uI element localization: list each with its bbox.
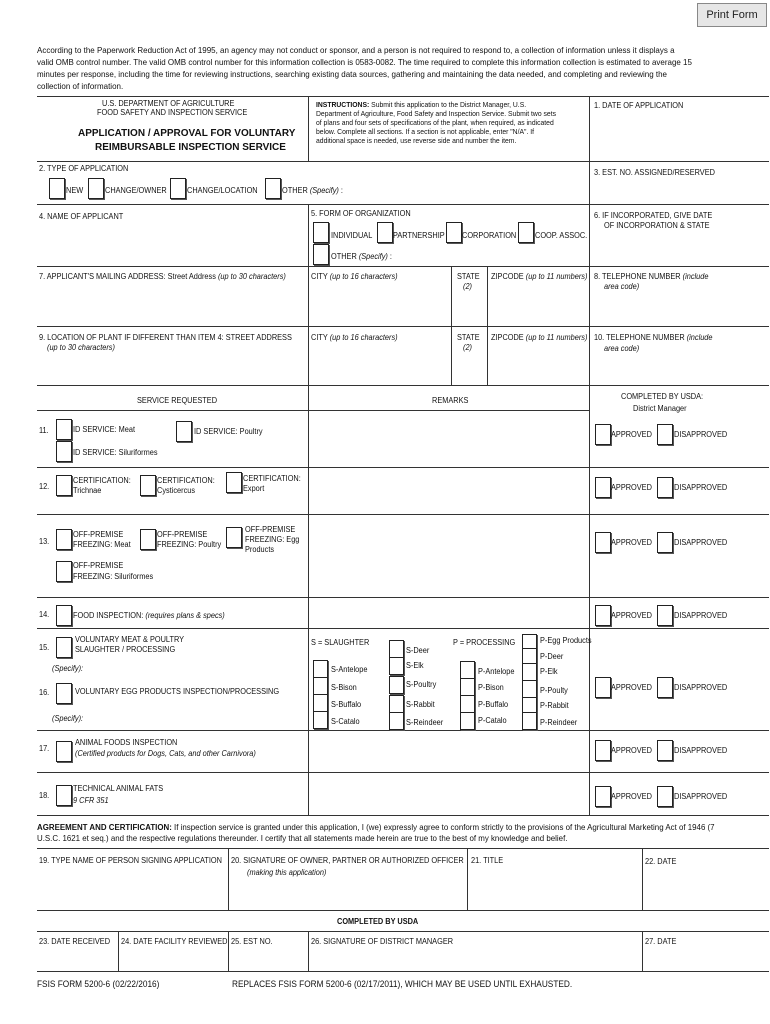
freezing-meat-label-1: OFF-PREMISE	[73, 530, 124, 539]
approved-13-checkbox[interactable]	[595, 532, 611, 553]
plant-location-label: 9. LOCATION OF PLANT IF DIFFERENT THAN ITEM 4: STREET ADDRESS	[39, 333, 292, 342]
mailing-zip-hint: (up to 11 numbers)	[525, 272, 588, 281]
s-antelope-checkbox[interactable]	[313, 660, 328, 678]
other-type-checkbox[interactable]	[265, 178, 281, 199]
s-catalo-label: S-Catalo	[331, 717, 360, 726]
other-type-text: OTHER	[282, 186, 308, 195]
service-requested-header: SERVICE REQUESTED	[137, 396, 218, 405]
mailing-city-label	[311, 272, 398, 282]
p-antelope-checkbox[interactable]	[460, 661, 475, 679]
p-bison-checkbox[interactable]	[460, 678, 475, 696]
dept-name: U.S. DEPARTMENT OF AGRICULTURE	[102, 99, 235, 108]
mailing-phone-text: 8. TELEPHONE NUMBER	[594, 272, 681, 281]
date-of-application-label: 1. DATE OF APPLICATION	[594, 101, 684, 110]
print-form-button[interactable]: Print Form	[697, 3, 767, 27]
p-elk-label: P-Elk	[540, 667, 558, 676]
agency-name: FOOD SAFETY AND INSPECTION SERVICE	[97, 108, 248, 117]
signature-owner-hint: (making this application)	[247, 868, 327, 877]
change-owner-label: CHANGE/OWNER	[105, 186, 167, 195]
id-poultry-checkbox[interactable]	[176, 421, 192, 442]
s-reindeer-label: S-Reindeer	[406, 718, 444, 727]
other-type-colon: :	[340, 186, 343, 195]
food-inspection-hint: (requires plans & specs)	[145, 611, 225, 620]
plant-phone-hint: (include	[686, 333, 713, 342]
signature-date-label: 22. DATE	[645, 857, 677, 866]
form-title-line2: REIMBURSABLE INSPECTION SERVICE	[95, 142, 286, 153]
partnership-checkbox[interactable]	[377, 222, 393, 243]
incorporated-label-1: 6. IF INCORPORATED, GIVE DATE	[594, 211, 713, 220]
approved-17-checkbox[interactable]	[595, 740, 611, 761]
coop-label: COOP. ASSOC.	[535, 231, 588, 240]
disapproved-11-checkbox[interactable]	[657, 424, 673, 445]
processing-header: P = PROCESSING	[453, 638, 516, 647]
p-elk-checkbox[interactable]	[522, 663, 537, 681]
freezing-meat-label-2: FREEZING: Meat	[73, 540, 131, 549]
p-catalo-label: P-Catalo	[478, 716, 507, 725]
completed-by-usda-label: COMPLETED BY USDA:	[621, 392, 704, 401]
cert-export-checkbox[interactable]	[226, 472, 242, 493]
item-14-number: 14.	[39, 610, 50, 619]
cert-cysticercus-label-2: Cysticercus	[157, 486, 196, 495]
replaces-notice: REPLACES FSIS FORM 5200-6 (02/17/2011), WHICH MAY BE USED UNTIL EXHAUSTED.	[232, 979, 573, 989]
p-antelope-label: P-Antelope	[478, 667, 515, 676]
disapproved-17-checkbox[interactable]	[657, 740, 673, 761]
disapproved-12-label: DISAPPROVED	[674, 483, 728, 492]
slaughter-header: S = SLAUGHTER	[311, 638, 370, 647]
disapproved-15-16-checkbox[interactable]	[657, 677, 673, 698]
cert-cysticercus-label-1: CERTIFICATION:	[157, 476, 215, 485]
plant-city-text: CITY	[311, 333, 328, 342]
freezing-siluriformes-label-1: OFF-PREMISE	[73, 561, 124, 570]
disapproved-12-checkbox[interactable]	[657, 477, 673, 498]
disapproved-18-checkbox[interactable]	[657, 786, 673, 807]
other-org-checkbox[interactable]	[313, 244, 329, 265]
individual-checkbox[interactable]	[313, 222, 329, 243]
freezing-siluriformes-label-2: FREEZING: Siluriformes	[73, 572, 154, 581]
p-deer-label: P-Deer	[540, 652, 564, 661]
food-inspection-label	[73, 611, 225, 621]
plant-state-hint: (2)	[463, 343, 472, 352]
animal-foods-hint: (Certified products for Dogs, Cats, and other Carnivora)	[75, 749, 256, 758]
id-siluriformes-checkbox[interactable]	[56, 441, 72, 462]
freezing-egg-checkbox[interactable]	[226, 527, 242, 548]
technical-fats-checkbox[interactable]	[56, 785, 72, 806]
p-catalo-checkbox[interactable]	[460, 712, 475, 730]
agreement-label: AGREEMENT AND CERTIFICATION:	[37, 822, 172, 832]
p-egg-label: P-Egg Products	[540, 636, 592, 645]
other-org-label	[331, 252, 392, 262]
type-name-label: 19. TYPE NAME OF PERSON SIGNING APPLICATION	[39, 856, 222, 865]
signature-dm-label: 26. SIGNATURE OF DISTRICT MANAGER	[311, 937, 454, 946]
approved-14-checkbox[interactable]	[595, 605, 611, 626]
s-antelope-label: S-Antelope	[331, 665, 368, 674]
food-inspection-checkbox[interactable]	[56, 605, 72, 626]
approved-11-label: APPROVED	[611, 430, 652, 439]
mailing-address-label	[39, 272, 286, 282]
freezing-meat-checkbox[interactable]	[56, 529, 72, 550]
p-rabbit-label: P-Rabbit	[540, 701, 569, 710]
p-reindeer-checkbox[interactable]	[522, 712, 537, 730]
voluntary-meat-label-2: SLAUGHTER / PROCESSING	[75, 645, 176, 654]
other-org-colon: :	[389, 252, 392, 261]
cert-trichnae-checkbox[interactable]	[56, 475, 72, 496]
approved-11-checkbox[interactable]	[595, 424, 611, 445]
coop-checkbox[interactable]	[518, 222, 534, 243]
partnership-label: PARTNERSHIP	[393, 231, 445, 240]
instructions-text: Submit this application to the District Manager, U.S. Department of Agriculture, Food Safety and Inspection Service. Submit two sets of plans and four sets of specifications of the plant, when required, as indicated below. Complete all sections. If a section is not applicable, enter "N/A". If additional space is needed, use reverse side and number the item.	[316, 100, 556, 145]
mailing-city-text: CITY	[311, 272, 328, 281]
item-12-number: 12.	[39, 482, 50, 491]
approved-14-label: APPROVED	[611, 611, 652, 620]
id-siluriformes-label: ID SERVICE: Siluriformes	[73, 448, 158, 457]
disapproved-15-16-label: DISAPPROVED	[674, 683, 728, 692]
mailing-phone-label	[594, 272, 708, 282]
est-no-label: 3. EST. NO. ASSIGNED/RESERVED	[594, 168, 715, 177]
freezing-siluriformes-checkbox[interactable]	[56, 561, 72, 582]
new-checkbox[interactable]	[49, 178, 65, 199]
voluntary-egg-specify: (Specify):	[52, 714, 84, 723]
freezing-egg-label-1: OFF-PREMISE	[245, 525, 296, 534]
plant-phone-hint-2: area code)	[604, 344, 640, 353]
p-buffalo-label: P-Buffalo	[478, 700, 509, 709]
freezing-egg-label-2: FREEZING: Egg	[245, 535, 300, 544]
p-poulty-checkbox[interactable]	[522, 680, 537, 698]
mailing-city-hint: (up to 16 characters)	[329, 272, 398, 281]
cert-trichnae-label-1: CERTIFICATION:	[73, 476, 131, 485]
p-poulty-label: P-Poulty	[540, 686, 568, 695]
mailing-phone-hint-2: area code)	[604, 282, 640, 291]
s-buffalo-checkbox[interactable]	[313, 694, 328, 712]
mailing-address-text: 7. APPLICANT'S MAILING ADDRESS: Street Address	[39, 272, 216, 281]
corporation-checkbox[interactable]	[446, 222, 462, 243]
s-deer-checkbox[interactable]	[389, 640, 404, 658]
s-elk-label: S-Elk	[406, 661, 424, 670]
mailing-state-hint: (2)	[463, 282, 472, 291]
other-org-specify: (Specify)	[358, 252, 388, 261]
freezing-poultry-label-2: FREEZING: Poultry	[157, 540, 222, 549]
plant-zip-text: ZIPCODE	[491, 333, 524, 342]
freezing-poultry-label-1: OFF-PREMISE	[157, 530, 208, 539]
item-16-number: 16.	[39, 688, 50, 697]
form-number: FSIS FORM 5200-6 (02/22/2016)	[37, 979, 160, 989]
date-reviewed-label: 24. DATE FACILITY REVIEWED	[121, 937, 228, 946]
new-label: NEW	[66, 186, 84, 195]
cert-cysticercus-checkbox[interactable]	[140, 475, 156, 496]
corporation-label: CORPORATION	[462, 231, 517, 240]
disapproved-11-label: DISAPPROVED	[674, 430, 728, 439]
id-meat-checkbox[interactable]	[56, 419, 72, 440]
instructions	[316, 100, 557, 145]
completed-by-usda-header: COMPLETED BY USDA	[337, 917, 419, 926]
form-title-line1: APPLICATION / APPROVAL FOR VOLUNTARY	[78, 128, 296, 139]
remarks-header: REMARKS	[432, 396, 469, 405]
change-location-label: CHANGE/LOCATION	[187, 186, 258, 195]
s-rabbit-label: S-Rabbit	[406, 700, 435, 709]
freezing-egg-label-3: Products	[245, 545, 275, 554]
plant-zip-hint: (up to 11 numbers)	[525, 333, 588, 342]
approved-18-label: APPROVED	[611, 792, 652, 801]
cert-trichnae-label-2: Trichnae	[73, 486, 102, 495]
disapproved-14-label: DISAPPROVED	[674, 611, 728, 620]
item-17-number: 17.	[39, 744, 50, 753]
mailing-state-label: STATE	[457, 272, 480, 281]
district-manager-label: District Manager	[633, 404, 687, 413]
mailing-zip-label	[491, 272, 587, 282]
voluntary-egg-label: VOLUNTARY EGG PRODUCTS INSPECTION/PROCESSING	[75, 687, 280, 696]
signature-owner-label: 20. SIGNATURE OF OWNER, PARTNER OR AUTHORIZED OFFICER	[231, 856, 464, 865]
s-poultry-label: S-Poultry	[406, 680, 437, 689]
s-bison-checkbox[interactable]	[313, 677, 328, 695]
cert-export-label-1: CERTIFICATION:	[243, 474, 301, 483]
change-owner-checkbox[interactable]	[88, 178, 104, 199]
instructions-label: INSTRUCTIONS:	[316, 100, 370, 109]
voluntary-egg-checkbox[interactable]	[56, 683, 72, 704]
voluntary-meat-checkbox[interactable]	[56, 637, 72, 658]
p-buffalo-checkbox[interactable]	[460, 695, 475, 713]
freezing-poultry-checkbox[interactable]	[140, 529, 156, 550]
s-poultry-checkbox[interactable]	[389, 676, 404, 694]
disapproved-17-label: DISAPPROVED	[674, 746, 728, 755]
other-org-text: OTHER	[331, 252, 357, 261]
plant-location-hint: (up to 30 characters)	[47, 343, 115, 352]
approved-17-label: APPROVED	[611, 746, 652, 755]
animal-foods-checkbox[interactable]	[56, 741, 72, 762]
s-bison-label: S-Bison	[331, 683, 357, 692]
title-label: 21. TITLE	[471, 856, 504, 865]
date-received-label: 23. DATE RECEIVED	[39, 937, 111, 946]
plant-phone-label	[594, 333, 712, 343]
animal-foods-label: ANIMAL FOODS INSPECTION	[75, 738, 178, 747]
other-type-specify: (Specify)	[309, 186, 339, 195]
mailing-phone-hint: (include	[682, 272, 709, 281]
s-reindeer-checkbox[interactable]	[389, 712, 404, 730]
paperwork-notice: According to the Paperwork Reduction Act of 1995, an agency may not conduct or sponsor, and a person is not required to respond to, a collection of information unless it displays a valid OMB control number. The valid OMB control number for this information collection is 0583-0082. The time required to complete this information collection is estimated to average 15 minutes per response, including the time for reviewing instructions, searching existing data sources, gathering and maintaining the data needed, and completing and reviewing the collection of information.	[37, 45, 692, 91]
item-15-number: 15.	[39, 643, 50, 652]
disapproved-14-checkbox[interactable]	[657, 605, 673, 626]
plant-state-label: STATE	[457, 333, 480, 342]
s-deer-label: S-Deer	[406, 646, 430, 655]
s-catalo-checkbox[interactable]	[313, 711, 328, 729]
technical-fats-cfr: 9 CFR 351	[73, 796, 109, 805]
s-elk-checkbox[interactable]	[389, 657, 404, 675]
food-inspection-text: FOOD INSPECTION:	[73, 611, 144, 620]
voluntary-meat-label-1: VOLUNTARY MEAT & POULTRY	[75, 635, 185, 644]
agreement-text: If inspection service is granted under this application, I (we) expressly agree to conform strictly to the provisions of the Agricultural Marketing Act of 1946 (7 U.S.C. 1621 et seq.) and the respective regulations thereunder. I certify that all statements made herein are true to the best of my knowledge and belief.	[37, 822, 715, 843]
approved-15-16-checkbox[interactable]	[595, 677, 611, 698]
item-11-number: 11.	[39, 426, 49, 435]
agreement-certification	[37, 822, 718, 844]
change-location-checkbox[interactable]	[170, 178, 186, 199]
type-of-application-label: 2. TYPE OF APPLICATION	[39, 164, 129, 173]
id-meat-label: ID SERVICE: Meat	[73, 425, 136, 434]
cert-export-label-2: Export	[243, 484, 265, 493]
approved-15-16-label: APPROVED	[611, 683, 652, 692]
item-18-number: 18.	[39, 791, 50, 800]
technical-fats-label: TECHNICAL ANIMAL FATS	[73, 784, 164, 793]
name-of-applicant-label: 4. NAME OF APPLICANT	[39, 212, 124, 221]
mailing-address-hint: (up to 30 characters)	[217, 272, 286, 281]
p-bison-label: P-Bison	[478, 683, 504, 692]
voluntary-meat-specify: (Specify):	[52, 664, 84, 673]
approved-13-label: APPROVED	[611, 538, 652, 547]
p-reindeer-label: P-Reindeer	[540, 718, 578, 727]
approved-18-checkbox[interactable]	[595, 786, 611, 807]
approved-12-checkbox[interactable]	[595, 477, 611, 498]
plant-city-hint: (up to 16 characters)	[329, 333, 398, 342]
disapproved-13-label: DISAPPROVED	[674, 538, 728, 547]
disapproved-13-checkbox[interactable]	[657, 532, 673, 553]
individual-label: INDIVIDUAL	[331, 231, 373, 240]
other-type-label	[282, 186, 343, 196]
approved-12-label: APPROVED	[611, 483, 652, 492]
plant-phone-text: 10. TELEPHONE NUMBER	[594, 333, 685, 342]
plant-zip-label	[491, 333, 587, 343]
id-poultry-label: ID SERVICE: Poultry	[194, 427, 263, 436]
plant-city-label	[311, 333, 398, 343]
incorporated-label-2: OF INCORPORATION & STATE	[604, 221, 710, 230]
usda-date-label: 27. DATE	[645, 937, 677, 946]
s-buffalo-label: S-Buffalo	[331, 700, 362, 709]
est-no-usda-label: 25. EST NO.	[231, 937, 273, 946]
form-of-org-label: 5. FORM OF ORGANIZATION	[311, 209, 411, 218]
s-rabbit-checkbox[interactable]	[389, 695, 404, 713]
disapproved-18-label: DISAPPROVED	[674, 792, 728, 801]
item-13-number: 13.	[39, 537, 50, 546]
mailing-zip-text: ZIPCODE	[491, 272, 524, 281]
